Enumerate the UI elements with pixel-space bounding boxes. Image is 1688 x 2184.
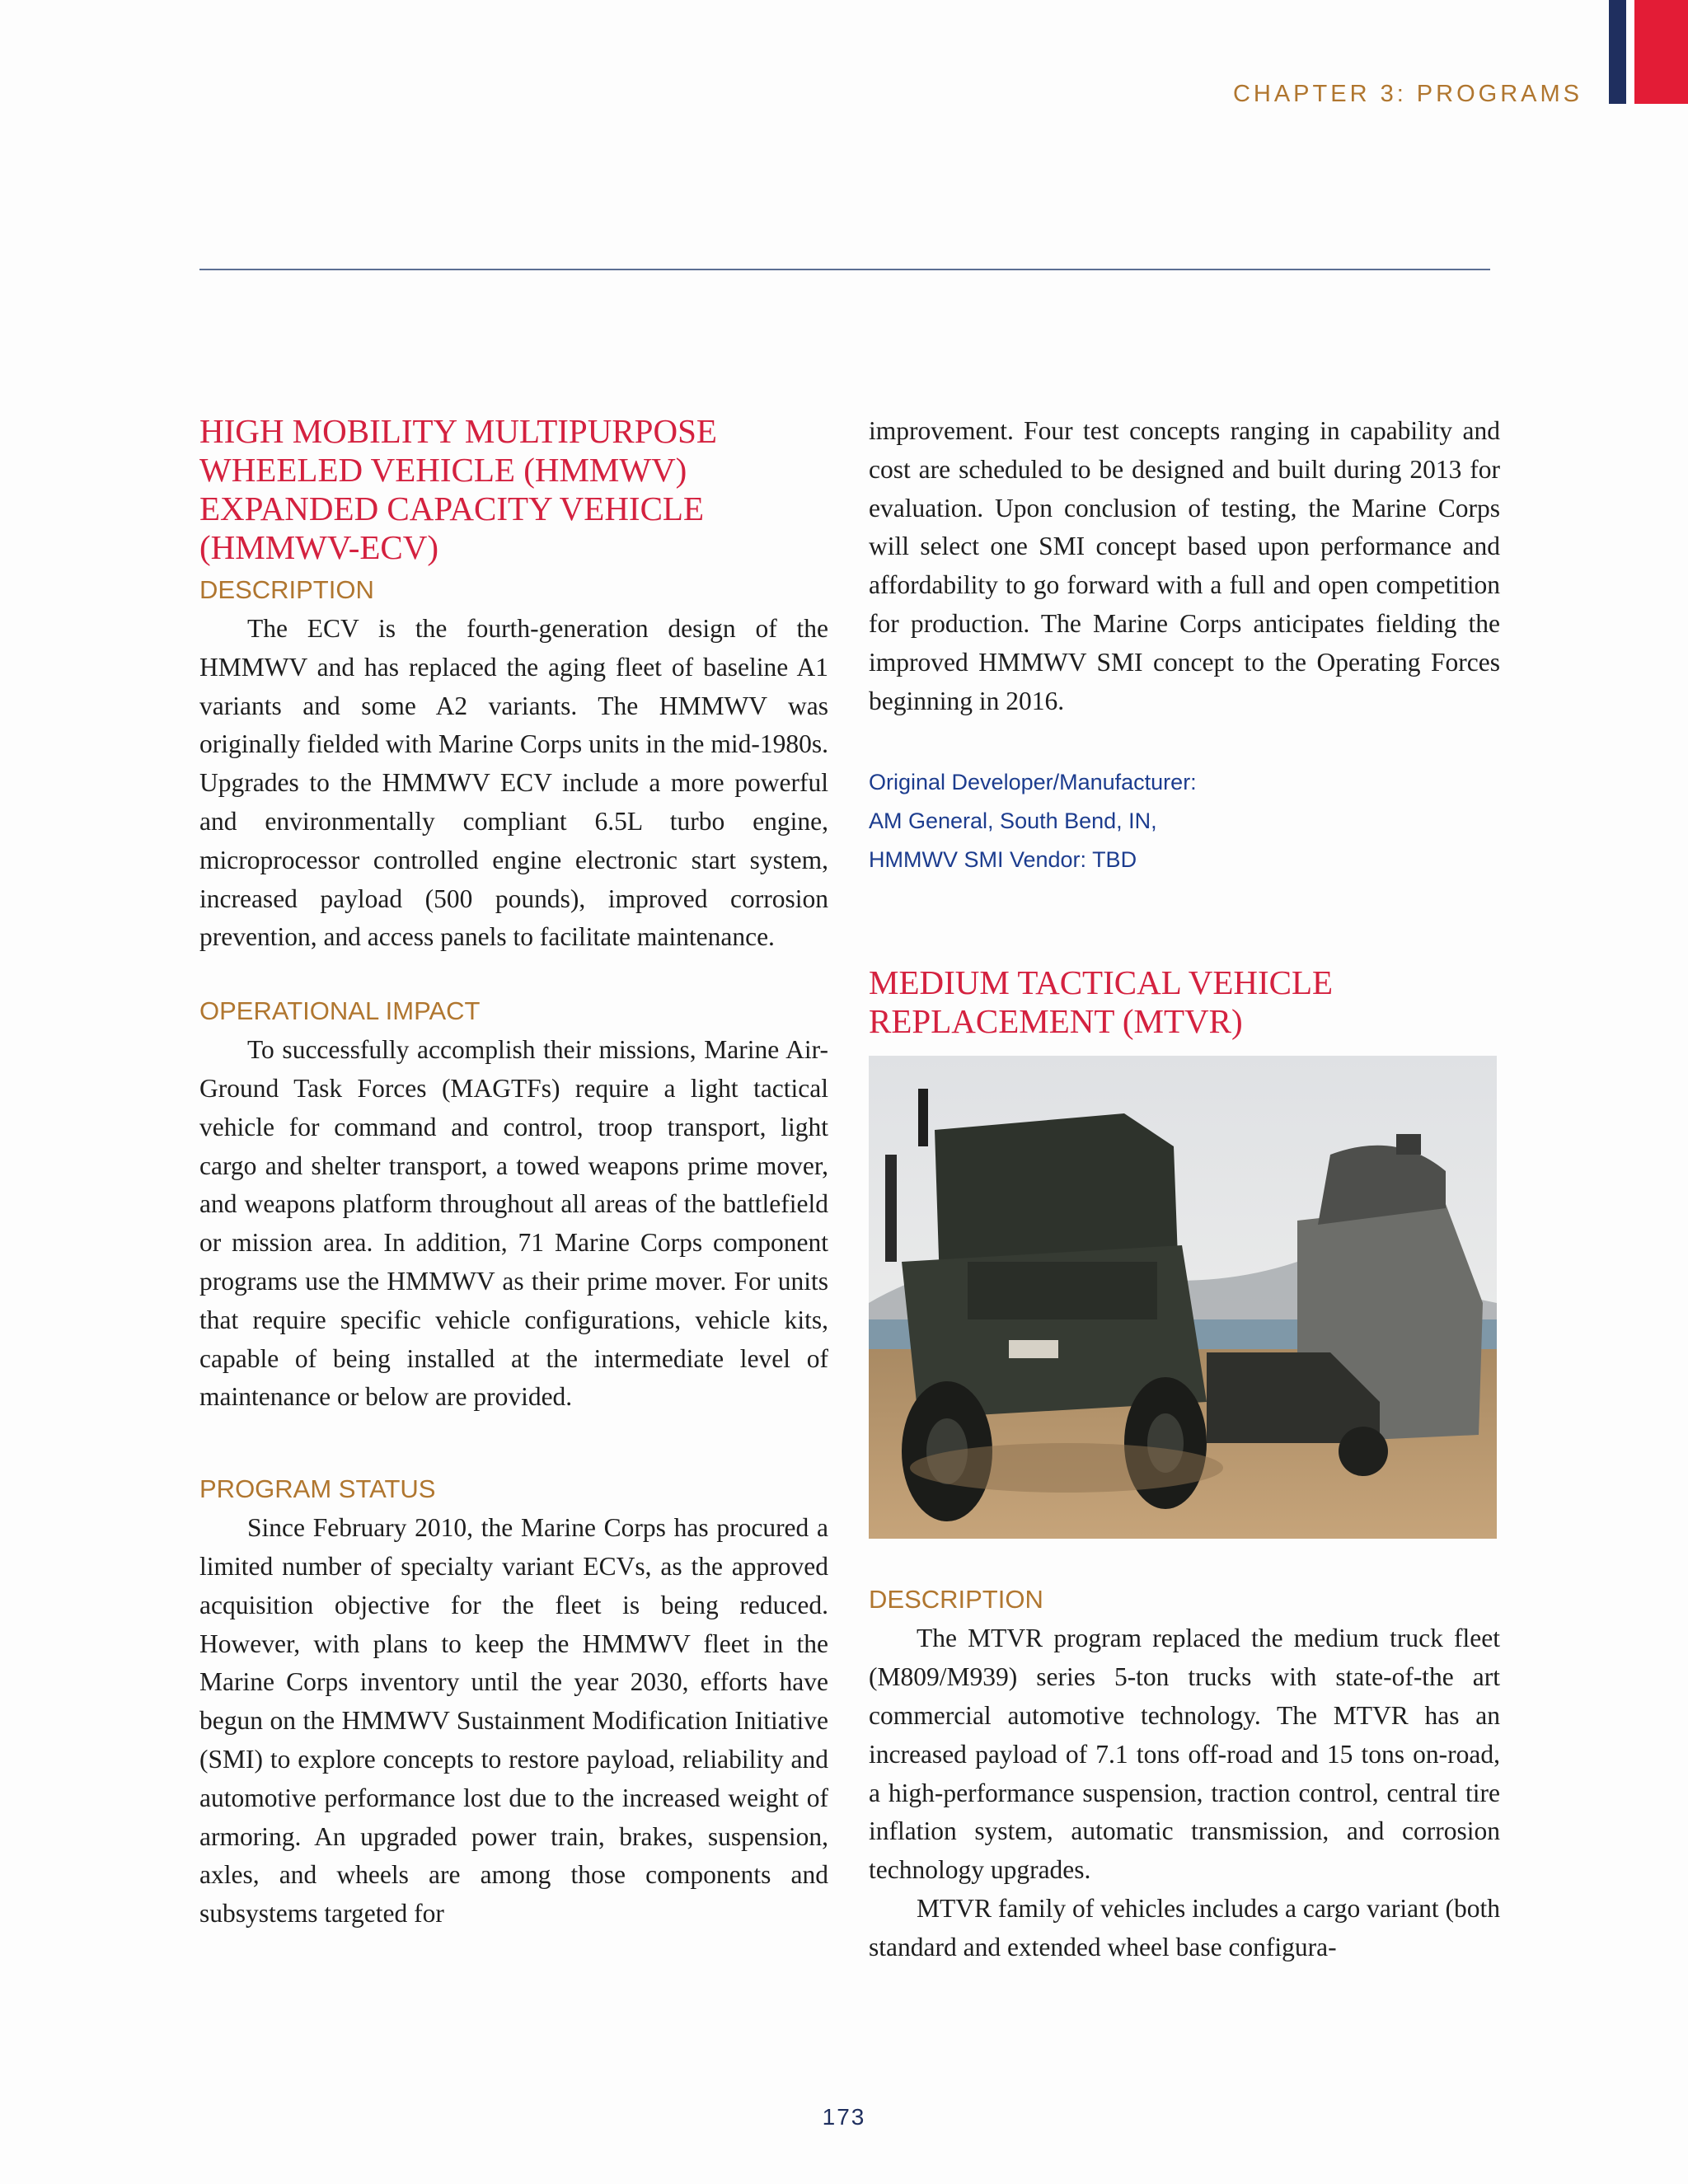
mtvr-title-line: REPLACEMENT (MTVR)	[869, 1002, 1243, 1041]
hmmwv-title-line: HIGH MOBILITY MULTIPURPOSE	[199, 412, 717, 450]
hmmwv-title-line: WHEELED VEHICLE (HMMWV)	[199, 451, 687, 489]
page-number: 173	[822, 2104, 866, 2130]
mtvr-description-text: The MTVR program replaced the medium truck fleet (M809/M939) series 5-ton trucks with state-of-the art commercial automotive technology. The MTVR has an increased payload of 7.1 tons off-road and 15 tons on-road, a high-performance suspension, traction control, central tire inflation system, automatic transmission, and corrosion technology upgrades.	[869, 1624, 1500, 1885]
flag-stripe-white	[1626, 0, 1634, 104]
operational-impact-heading: OPERATIONAL IMPACT	[199, 996, 481, 1026]
chapter-header: CHAPTER 3: PROGRAMS	[1232, 81, 1582, 107]
description-heading: DESCRIPTION	[199, 575, 374, 604]
vendor-line: AM General, South Bend, IN,	[869, 808, 1157, 834]
left-column	[199, 412, 828, 1933]
vendor-line: Original Developer/Manufacturer:	[869, 770, 1197, 795]
vendor-line: HMMWV SMI Vendor: TBD	[869, 847, 1137, 873]
vendor-block	[869, 763, 1500, 879]
flag-stripe-red	[1634, 0, 1688, 104]
truck-photo-icon	[869, 1056, 1497, 1539]
program-status-text: Since February 2010, the Marine Corps has procured a limited number of specialty variant ECVs, as the approved acquisition objective for the fleet is being reduced. However, with plans to keep the HMMWV fleet in the Marine Corps inventory until the year 2030, efforts have begun on the HMMWV Sustainment Modification Initiative (SMI) to explore concepts to restore payload, reliability and automotive performance lost due to the increased weight of armoring. An upgraded power train, brakes, suspension, axles, and wheels are among those components and subsystems targeted for	[199, 1513, 828, 1929]
hmmwv-title-line: EXPANDED CAPACITY VEHICLE	[199, 490, 705, 527]
flag-stripe-blue	[1609, 0, 1626, 104]
description-text: The ECV is the fourth-generation design of the HMMWV and has replaced the aging fleet of baseline A1 variants and some A2 variants. The HMMWV was originally fielded with Marine Corps units in the mid-1980s. Upgrades to the HMMWV ECV include a more powerful and environmentally compliant 6.5L turbo engine, microprocessor controlled engine electronic start system, increased payload (500 pounds), improved corrosion prevention, and access panels to facilitate maintenance.	[199, 614, 828, 952]
hmmwv-title	[199, 412, 828, 567]
hmmwv-title-line: (HMMWV-ECV)	[199, 528, 439, 566]
right-column	[869, 412, 1500, 1967]
operational-impact-text: To successfully accomplish their missions, Marine Air-Ground Task Forces (MAGTFs) require a light tactical vehicle for command and control, troop transport, light cargo and shelter transport, a towed weapons prime mover, and weapons platform throughout all areas of the battlefield or mission area. In addition, 71 Marine Corps component programs use the HMMWV as their prime mover. For units that require specific vehicle configurations, vehicle kits, capable of being installed at the intermediate level of maintenance or below are provided.	[199, 1035, 828, 1412]
program-status-heading: PROGRAM STATUS	[199, 1474, 436, 1504]
header-rule	[199, 269, 1490, 270]
mtvr-description-heading: DESCRIPTION	[869, 1585, 1043, 1615]
mtvr-description-text-2: MTVR family of vehicles includes a cargo variant (both standard and extended wheel base configura-	[869, 1893, 1500, 1961]
mtvr-title-line: MEDIUM TACTICAL VEHICLE	[869, 963, 1334, 1002]
program-status-continued: improvement. Four test concepts ranging in capability and cost are scheduled to be designed and built during 2013 for evaluation. Upon conclusion of testing, the Marine Corps will select one SMI concept based upon performance and affordability to go forward with a full and open competition for production. The Marine Corps anticipates fielding the improved HMMWV SMI concept to the Operating Forces beginning in 2016.	[869, 416, 1500, 715]
mtvr-title	[869, 963, 1500, 1041]
